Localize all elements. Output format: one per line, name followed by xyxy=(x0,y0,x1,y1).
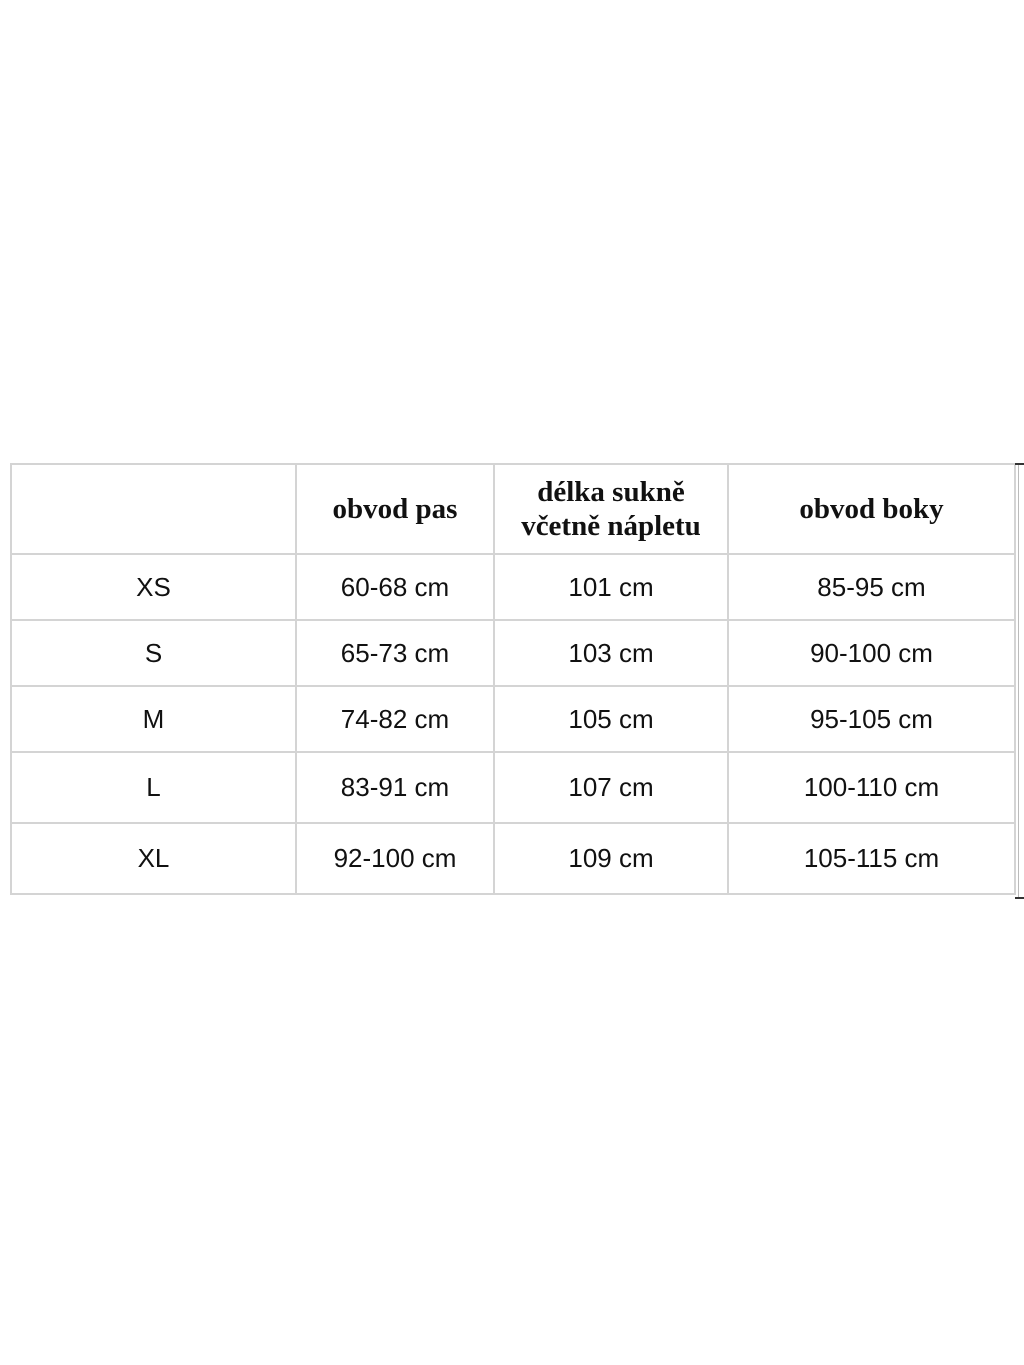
header-size xyxy=(11,464,296,554)
cell-hips: 100-110 cm xyxy=(728,752,1015,823)
cell-size: L xyxy=(11,752,296,823)
cell-waist: 65-73 cm xyxy=(296,620,494,686)
cell-hips: 95-105 cm xyxy=(728,686,1015,752)
cell-length: 109 cm xyxy=(494,823,728,894)
table-row xyxy=(11,823,1015,894)
header-hips: obvod boky xyxy=(728,464,1015,554)
cell-hips: 90-100 cm xyxy=(728,620,1015,686)
cell-size: XS xyxy=(11,554,296,620)
table-edge-tick-bottom xyxy=(1015,897,1024,899)
cell-size: S xyxy=(11,620,296,686)
cell-waist: 83-91 cm xyxy=(296,752,494,823)
cell-length: 105 cm xyxy=(494,686,728,752)
table-edge-line xyxy=(1018,463,1019,899)
cell-waist: 60-68 cm xyxy=(296,554,494,620)
header-waist: obvod pas xyxy=(296,464,494,554)
table-edge-tick-top xyxy=(1015,463,1024,465)
table-row xyxy=(11,554,1015,620)
header-row xyxy=(11,464,1015,554)
cell-length: 107 cm xyxy=(494,752,728,823)
header-length xyxy=(494,464,728,554)
cell-hips: 85-95 cm xyxy=(728,554,1015,620)
table-row xyxy=(11,686,1015,752)
cell-waist: 74-82 cm xyxy=(296,686,494,752)
table-row xyxy=(11,620,1015,686)
cell-size: XL xyxy=(11,823,296,894)
cell-length: 103 cm xyxy=(494,620,728,686)
table-row xyxy=(11,752,1015,823)
cell-waist: 92-100 cm xyxy=(296,823,494,894)
header-length-line1: délka sukně xyxy=(537,476,685,508)
size-chart-table xyxy=(10,463,1016,895)
cell-size: M xyxy=(11,686,296,752)
cell-length: 101 cm xyxy=(494,554,728,620)
header-length-line2: včetně nápletu xyxy=(521,510,701,542)
cell-hips: 105-115 cm xyxy=(728,823,1015,894)
